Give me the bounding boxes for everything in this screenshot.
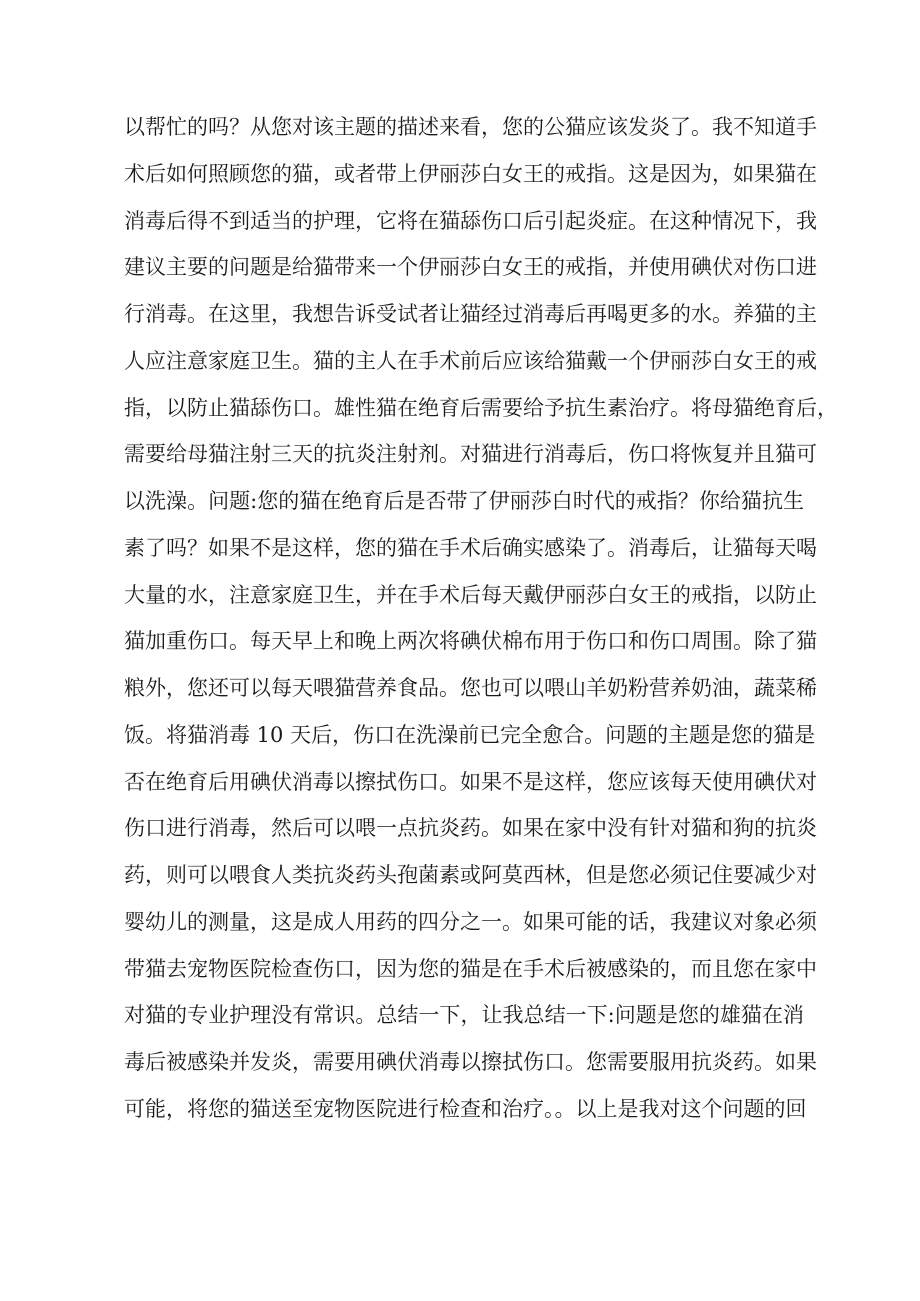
text-line: 需要给母猫注射三天的抗炎注射剂。对猫进行消毒后，伤口将恢复并且猫可 [124,442,817,467]
text-line: 建议主要的问题是给猫带来一个伊丽莎白女王的戒指，并使用碘伏对伤口进 [124,255,817,280]
text-line: 术后如何照顾您的猫，或者带上伊丽莎白女王的戒指。这是因为，如果猫在 [124,161,817,186]
text-line: 药，则可以喂食人类抗炎药头孢菌素或阿莫西林，但是您必须记住要减少对 [124,863,817,887]
text-line: 素了吗？如果不是这样，您的猫在手术后确实感染了。消毒后，让猫每天喝 [124,535,817,560]
text-line: 消毒后得不到适当的护理，它将在猫舔伤口后引起炎症。在这种情况下，我 [124,208,817,233]
text-line: 行消毒。在这里，我想告诉受试者让猫经过消毒后再喝更多的水。养猫的主 [124,302,817,326]
text-line: 婴幼儿的测量，这是成人用药的四分之一。如果可能的话，我建议对象必须 [124,909,817,934]
body-text [124,104,838,1133]
text-line: 以洗澡。问题:您的猫在绝育后是否带了伊丽莎白时代的戒指？你给猫抗生 [124,489,804,513]
text-line: 大量的水，注意家庭卫生，并在手术后每天戴伊丽莎白女王的戒指，以防止 [124,582,817,607]
text-line: 粮外，您还可以每天喂猫营养食品。您也可以喂山羊奶粉营养奶油，蔬菜稀 [124,676,817,700]
text-line: 人应注意家庭卫生。猫的主人在手术前后应该给猫戴一个伊丽莎白女王的戒 [124,348,817,373]
text-line: 对猫的专业护理没有常识。总结一下，让我总结一下:问题是您的雄猫在消 [124,1003,804,1028]
text-line: 猫加重伤口。每天早上和晚上两次将碘伏棉布用于伤口和伤口周围。除了猫 [124,629,817,654]
text-line: 可能，将您的猫送至宠物医院进行检查和治疗。。以上是我对这个问题的回 [124,1096,807,1121]
text-line: 指，以防止猫舔伤口。雄性猫在绝育后需要给予抗生素治疗。将母猫绝育后， [124,395,838,420]
text-line: 带猫去宠物医院检查伤口，因为您的猫是在手术后被感染的，而且您在家中 [124,956,817,981]
text-line: 伤口进行消毒，然后可以喂一点抗炎药。如果在家中没有针对猫和狗的抗炎 [124,816,817,841]
text-line: 毒后被感染并发炎，需要用碘伏消毒以擦拭伤口。您需要服用抗炎药。如果 [124,1050,817,1074]
text-line: 饭。将猫消毒 10 天后，伤口在洗澡前已完全愈合。问题的主题是您的猫是 [124,722,816,747]
text-line: 否在绝育后用碘伏消毒以擦拭伤口。如果不是这样，您应该每天使用碘伏对 [124,769,817,794]
text-line: 以帮忙的吗？从您对该主题的描述来看，您的公猫应该发炎了。我不知道手 [124,115,817,139]
